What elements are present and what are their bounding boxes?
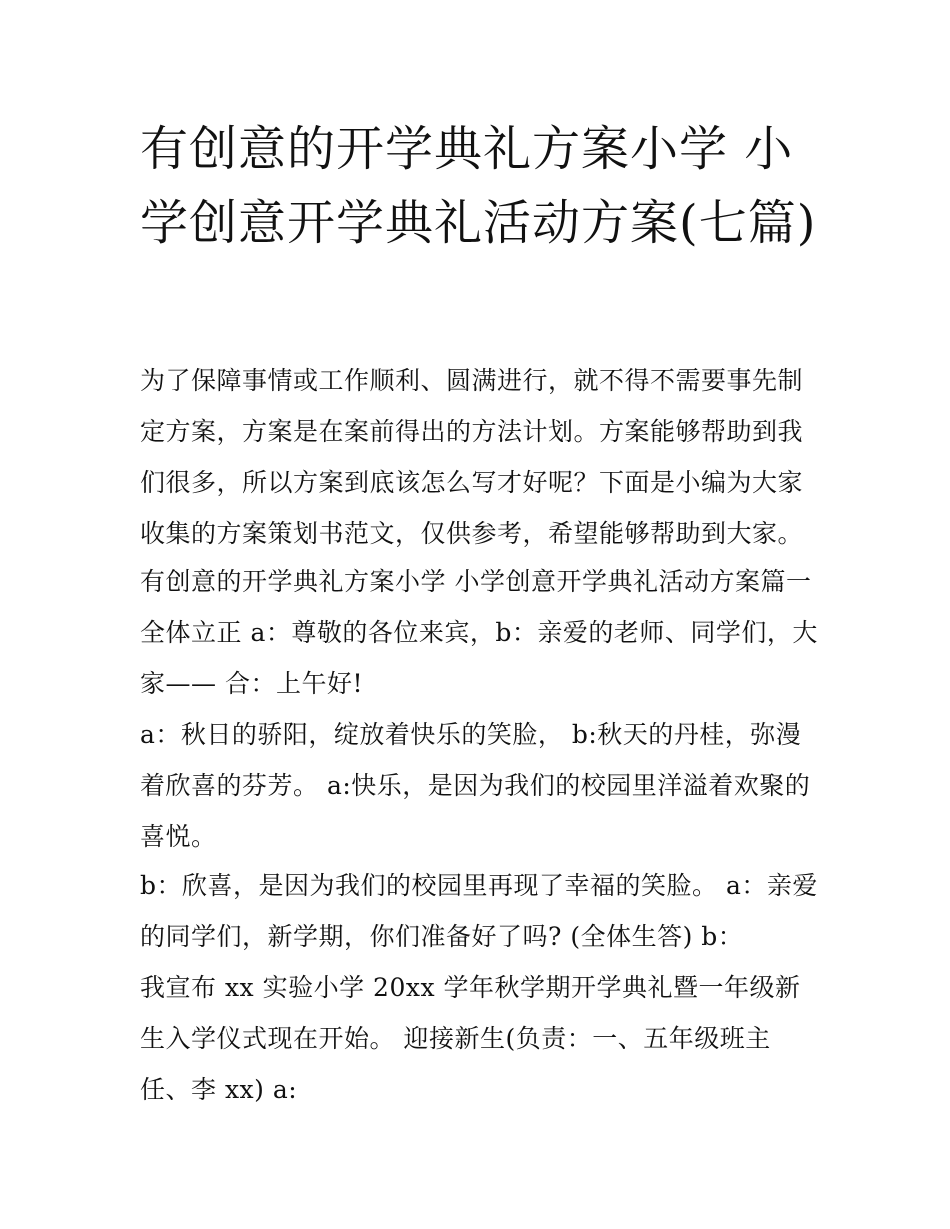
document-title: 有创意的开学典礼方案小学 小学创意开学典礼活动方案(七篇) xyxy=(140,121,817,251)
paragraph-opening: 有创意的开学典礼方案小学 小学创意开学典礼活动方案篇一全体立正 a：尊敬的各位来宾，b：亲爱的老师、同学们，大家—— 合：上午好! xyxy=(140,567,818,698)
paragraph-intro: 为了保障事情或工作顺利、圆满进行，就不得不需要事先制定方案，方案是在案前得出的方法计划。方案能够帮助到我们很多，所以方案到底该怎么写才好呢？下面是小编为大家收集的方案策划书范文，仅供参考，希望能够帮助到大家。 xyxy=(140,366,804,548)
paragraph-announcement: 我宣布 xx 实验小学 20xx 学年秋学期开学典礼暨一年级新生入学仪式现在开始。 迎接新生(负责：一、五年级班主任、李 xx) a: xyxy=(140,973,801,1104)
paragraph-joy: b：欣喜，是因为我们的校园里再现了幸福的笑脸。 a：亲爱的同学们，新学期，你们准备好了吗? (全体生答) b： xyxy=(140,871,818,951)
paragraph-autumn: a：秋日的骄阳，绽放着快乐的笑脸， b:秋天的丹桂，弥漫着欣喜的芬芳。 a:快乐，是因为我们的校园里洋溢着欢聚的喜悦。 xyxy=(140,720,811,851)
